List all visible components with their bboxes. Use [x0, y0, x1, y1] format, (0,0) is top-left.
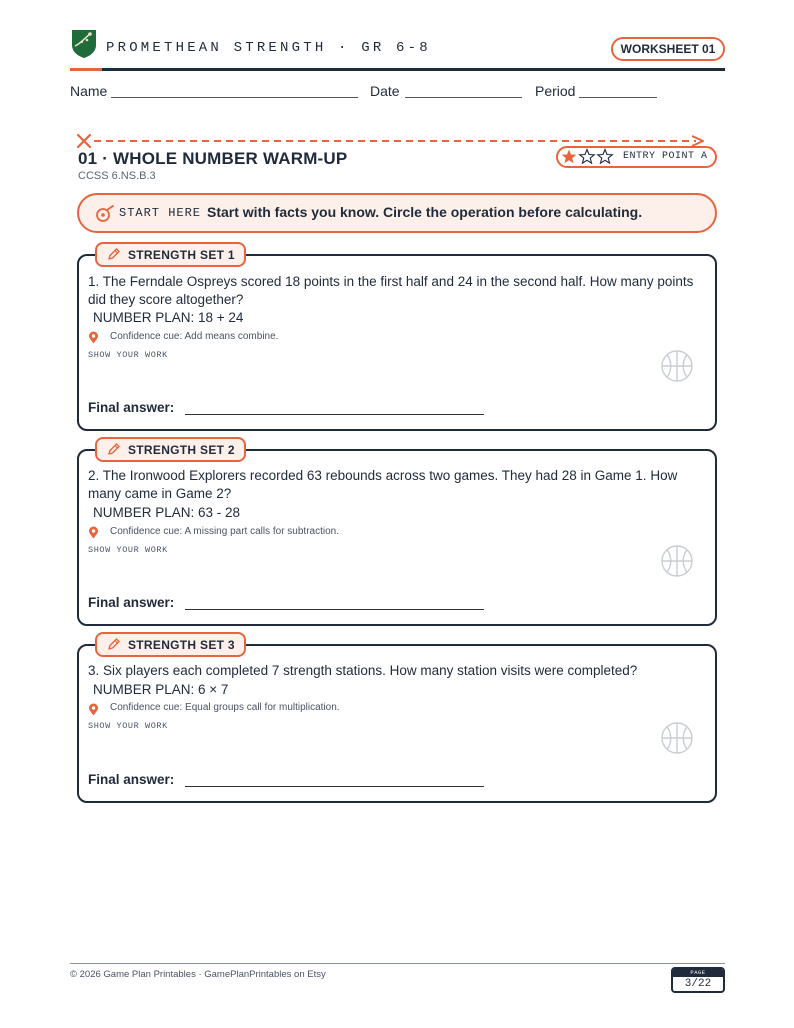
entry-point-label: ENTRY POINT A [623, 151, 708, 162]
pencil-icon [107, 442, 121, 456]
basketball-icon [660, 544, 694, 578]
question-text: 2. The Ironwood Explorers recorded 63 rebounds across two games. They had 28 in Game 1. How many came in Game 2? [88, 468, 678, 501]
location-pin-icon [88, 703, 99, 716]
page-number: 3/22 [684, 978, 712, 990]
footer-copyright: © 2026 Game Plan Printables · GamePlanPrintables on Etsy [70, 969, 326, 980]
location-pin-icon [88, 526, 99, 539]
location-pin-icon [88, 331, 99, 344]
basketball-icon [660, 349, 694, 383]
problem-tab-label: STRENGTH SET 2 [128, 443, 235, 457]
final-answer-field[interactable] [185, 786, 484, 787]
section-title: 01 · WHOLE NUMBER WARM-UP [78, 149, 348, 168]
date-label: Date [370, 83, 400, 99]
name-label: Name [70, 83, 108, 99]
arrow-right-icon [692, 136, 703, 146]
period-label: Period [535, 83, 576, 99]
date-field[interactable] [405, 97, 522, 98]
problem-tab-label: STRENGTH SET 3 [128, 638, 235, 652]
star-icon [562, 150, 577, 164]
question-text: 1. The Ferndale Ospreys scored 18 points in the first half and 24 in the second half. How many points did they score altogether? [88, 274, 694, 307]
footer-rule [70, 963, 725, 964]
whistle-icon [95, 203, 115, 223]
star-icon [580, 150, 595, 164]
page-caption: PAGE [673, 969, 723, 977]
final-answer-label: Final answer: [88, 595, 175, 610]
worksheet-badge: WORKSHEET 01 [611, 37, 725, 61]
pencil-icon [107, 637, 121, 651]
x-mark-icon [78, 135, 90, 147]
final-answer-label: Final answer: [88, 772, 175, 787]
start-here-label: START HERE [119, 206, 202, 220]
final-answer-label: Final answer: [88, 400, 175, 415]
confidence-cue: Confidence cue: Equal groups call for multiplication. [110, 702, 340, 713]
confidence-cue: Confidence cue: A missing part calls for subtraction. [110, 526, 340, 537]
number-plan: NUMBER PLAN: 63 - 28 [93, 505, 241, 520]
final-answer-field[interactable] [185, 609, 484, 610]
show-work-label: SHOW YOUR WORK [88, 350, 168, 360]
brand-title: PROMETHEAN STRENGTH · GR 6-8 [106, 40, 431, 56]
name-field[interactable] [111, 97, 358, 98]
number-plan: NUMBER PLAN: 6 × 7 [93, 682, 229, 697]
standard-code: CCSS 6.NS.B.3 [78, 170, 156, 182]
pencil-icon [107, 247, 121, 261]
start-here-text: Start with facts you know. Circle the operation before calculating. [207, 204, 643, 220]
difficulty-stars [560, 148, 616, 164]
number-plan: NUMBER PLAN: 18 + 24 [93, 310, 244, 325]
show-work-label: SHOW YOUR WORK [88, 721, 168, 731]
page-indicator [671, 967, 725, 993]
final-answer-field[interactable] [185, 414, 484, 415]
shield-logo-icon [71, 29, 97, 59]
header-rule [70, 68, 725, 71]
period-field[interactable] [579, 97, 657, 98]
problem-tab-label: STRENGTH SET 1 [128, 248, 235, 262]
question-text: 3. Six players each completed 7 strength stations. How many station visits were completed? [88, 663, 638, 678]
basketball-icon [660, 721, 694, 755]
star-icon [598, 150, 613, 164]
show-work-label: SHOW YOUR WORK [88, 545, 168, 555]
confidence-cue: Confidence cue: Add means combine. [110, 331, 279, 342]
header-rule-accent [70, 68, 102, 71]
